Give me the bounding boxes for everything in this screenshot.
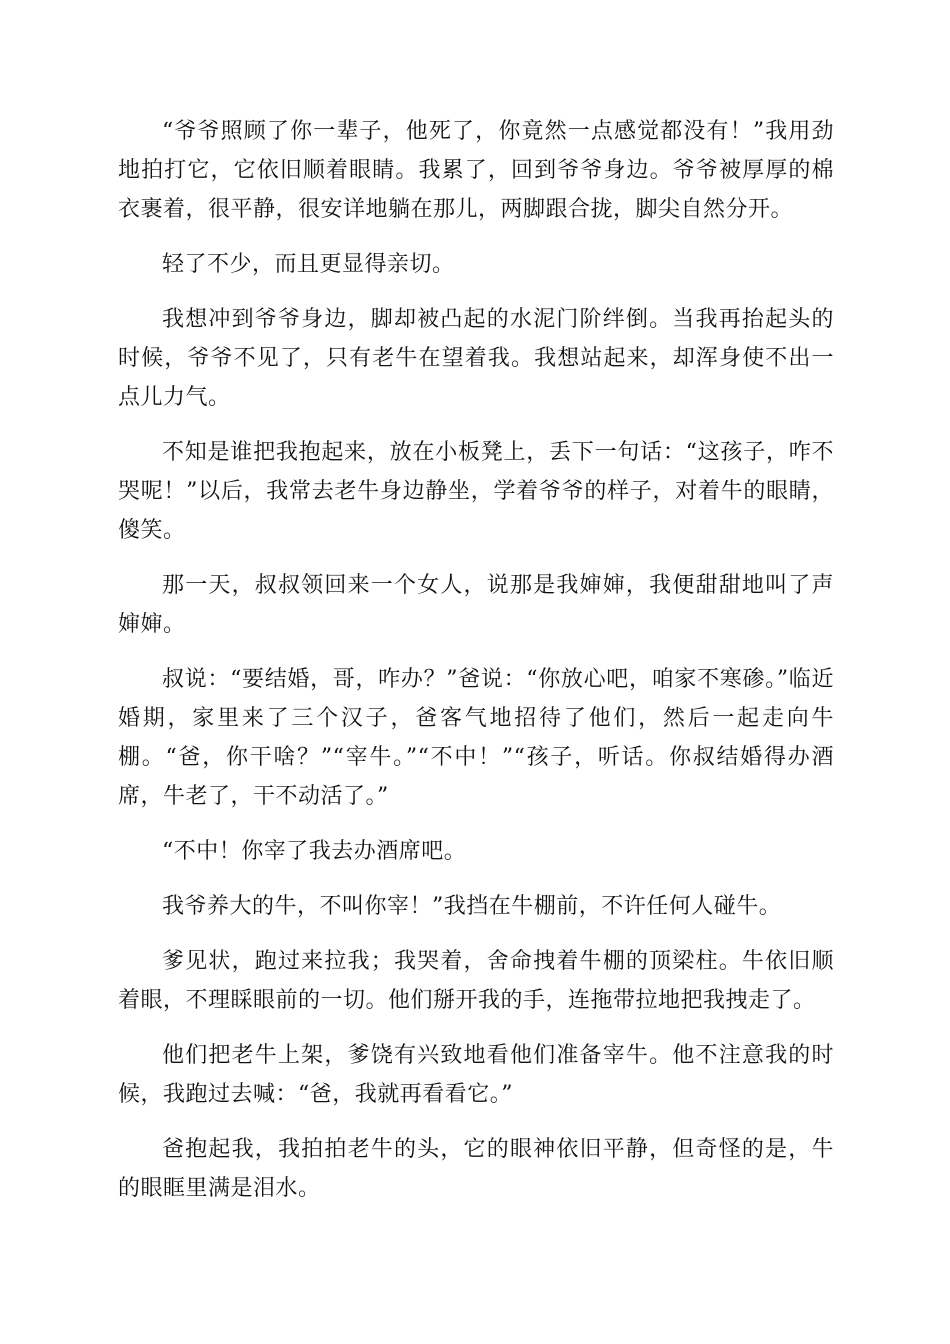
paragraph-5: 那一天，叔叔领回来一个女人，说那是我婶婶，我便甜甜地叫了声婶婶。: [118, 573, 834, 637]
paragraph-8: 我爷养大的牛，不叫你宰！”我挡在牛棚前，不许任何人碰牛。: [162, 894, 782, 919]
paragraph-11: 爸抱起我，我拍拍老牛的头，它的眼神依旧平静，但奇怪的是，牛的眼眶里满是泪水。: [118, 1137, 834, 1201]
paragraph-9: 爹见状，跑过来拉我；我哭着，舍命拽着牛棚的顶梁柱。牛依旧顺着眼，不理睬眼前的一切。他们掰开我的手，连拖带拉地把我拽走了。: [118, 949, 834, 1013]
paragraph-7: “不中！你宰了我去办酒席吧。: [162, 839, 467, 864]
paragraph-3: 我想冲到爷爷身边，脚却被凸起的水泥门阶绊倒。当我再抬起头的时候，爷爷不见了，只有老牛在望着我。我想站起来，却浑身使不出一点儿力气。: [118, 307, 834, 410]
paragraph-10: 他们把老牛上架，爹饶有兴致地看他们准备宰牛。他不注意我的时候，我跑过去喊：“爸，我就再看看它。”: [118, 1043, 834, 1107]
paragraph-6: 叔说：“要结婚，哥，咋办？”爸说：“你放心吧，咱家不寒碜。”临近婚期，家里来了三个汉子，爸客气地招待了他们，然后一起走向牛棚。“爸，你干啥？”“宰牛。”“不中！”“孩子，听话。你叔结婚得办酒席，牛老了，干不动活了。”: [118, 667, 834, 809]
paragraph-2: 轻了不少，而且更显得亲切。: [162, 252, 455, 277]
document-page: [118, 112, 834, 1224]
paragraph-4: 不知是谁把我抱起来，放在小板凳上，丢下一句话：“这孩子，咋不哭呢！”以后，我常去老牛身边静坐，学着爷爷的样子，对着牛的眼睛，傻笑。: [118, 440, 834, 543]
paragraph-1: “爷爷照顾了你一辈子，他死了，你竟然一点感觉都没有！”我用劲地拍打它，它依旧顺着眼睛。我累了，回到爷爷身边。爷爷被厚厚的棉衣裹着，很平静，很安详地躺在那儿，两脚跟合拢，脚尖自然分开。: [118, 119, 834, 222]
